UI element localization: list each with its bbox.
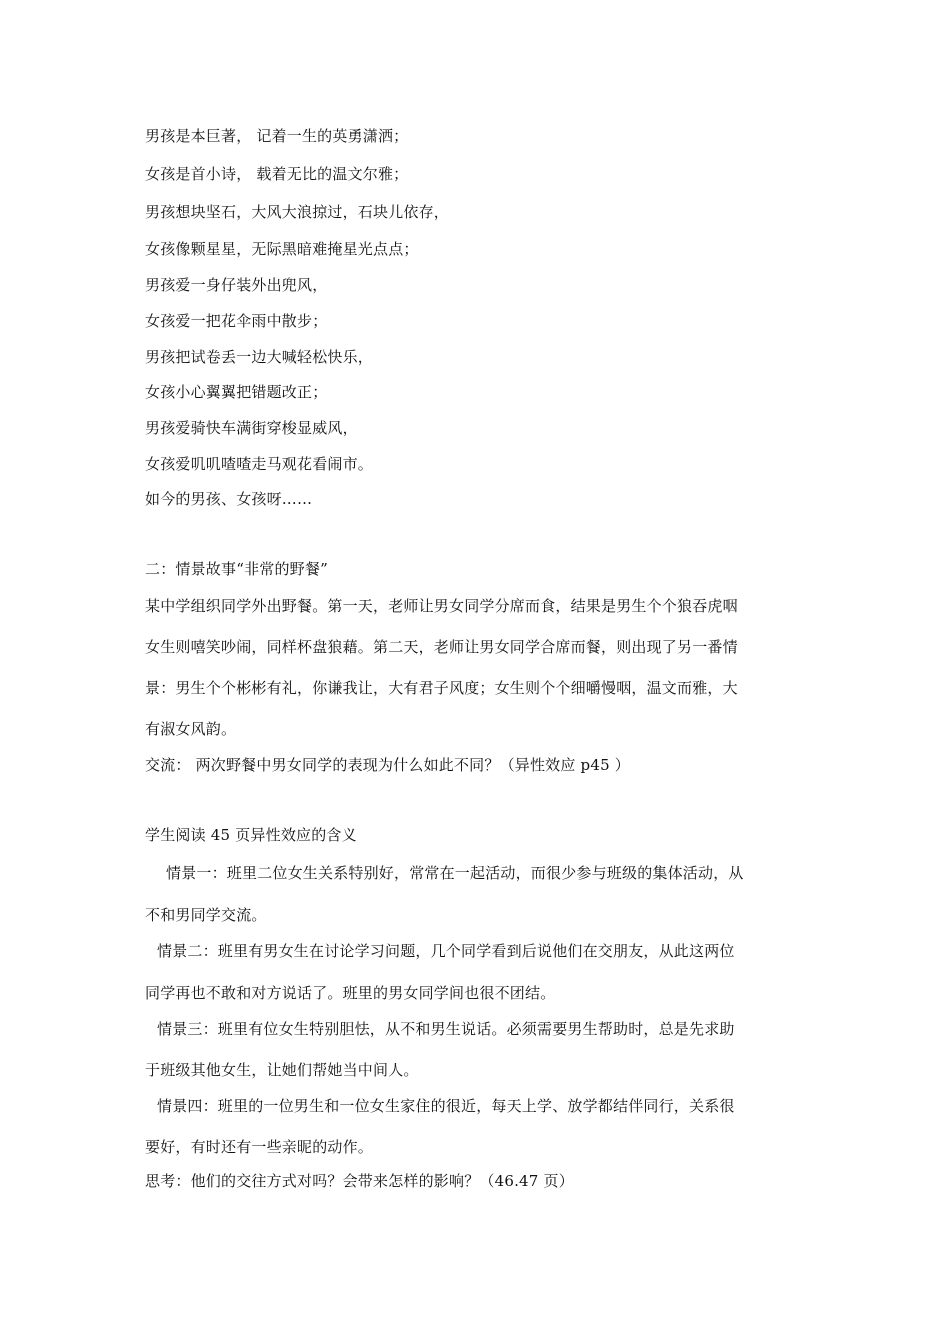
- exchange-question: 交流： 两次野餐中男女同学的表现为什么如此不同？（异性效应 p45 ）: [145, 756, 630, 774]
- story-line-4: 有淑女风韵。: [145, 720, 237, 738]
- scene4-line-1: 情景四：班里的一位男生和一位女生家住的很近，每天上学、放学都结伴同行，关系很: [157, 1097, 735, 1115]
- poem-line-4: 女孩像颗星星，无际黑暗难掩星光点点；: [145, 240, 419, 258]
- scene3-line-1: 情景三：班里有位女生特别胆怯，从不和男生说话。必须需要男生帮助时，总是先求助: [157, 1020, 735, 1038]
- scene1-line-1: 情景一：班里二位女生关系特别好，常常在一起活动，而很少参与班级的集体活动，从: [166, 864, 744, 882]
- poem-line-11: 如今的男孩、女孩呀……: [145, 490, 313, 508]
- scene2-line-2: 同学再也不敢和对方说话了。班里的男女同学间也很不团结。: [145, 984, 556, 1002]
- story-line-1: 某中学组织同学外出野餐。第一天，老师让男女同学分席而食，结果是男生个个狼吞虎咽: [145, 597, 738, 615]
- poem-line-3: 男孩想块坚石，大风大浪掠过，石块儿依存，: [145, 203, 450, 221]
- poem-line-10: 女孩爱叽叽喳喳走马观花看闹市。: [145, 455, 374, 473]
- scene2-line-1: 情景二：班里有男女生在讨论学习问题，几个同学看到后说他们在交朋友，从此这两位: [157, 942, 735, 960]
- poem-line-8: 女孩小心翼翼把错题改正；: [145, 383, 328, 401]
- poem-line-9: 男孩爱骑快车满街穿梭显威风，: [145, 419, 358, 437]
- poem-line-1: 男孩是本巨著， 记着一生的英勇潇洒；: [145, 127, 409, 145]
- poem-line-7: 男孩把试卷丢一边大喊轻松快乐，: [145, 348, 374, 366]
- story-line-3: 景：男生个个彬彬有礼，你谦我让，大有君子风度；女生则个个细嚼慢咽，温文而雅，大: [145, 679, 738, 697]
- reading-heading: 学生阅读 45 页异性效应的含义: [145, 826, 357, 844]
- scene3-line-2: 于班级其他女生，让她们帮她当中间人。: [145, 1061, 419, 1079]
- poem-line-2: 女孩是首小诗， 载着无比的温文尔雅；: [145, 165, 409, 183]
- story-heading: 二：情景故事“非常的野餐”: [145, 560, 328, 578]
- think-question: 思考：他们的交往方式对吗？会带来怎样的影响？（46.47 页）: [145, 1172, 574, 1190]
- scene4-line-2: 要好，有时还有一些亲昵的动作。: [145, 1138, 374, 1156]
- poem-line-5: 男孩爱一身仔装外出兜风，: [145, 276, 328, 294]
- scene1-line-2: 不和男同学交流。: [145, 906, 267, 924]
- story-line-2: 女生则嘻笑吵闹，同样杯盘狼藉。第二天，老师让男女同学合席而餐，则出现了另一番情: [145, 638, 738, 656]
- poem-line-6: 女孩爱一把花伞雨中散步；: [145, 312, 328, 330]
